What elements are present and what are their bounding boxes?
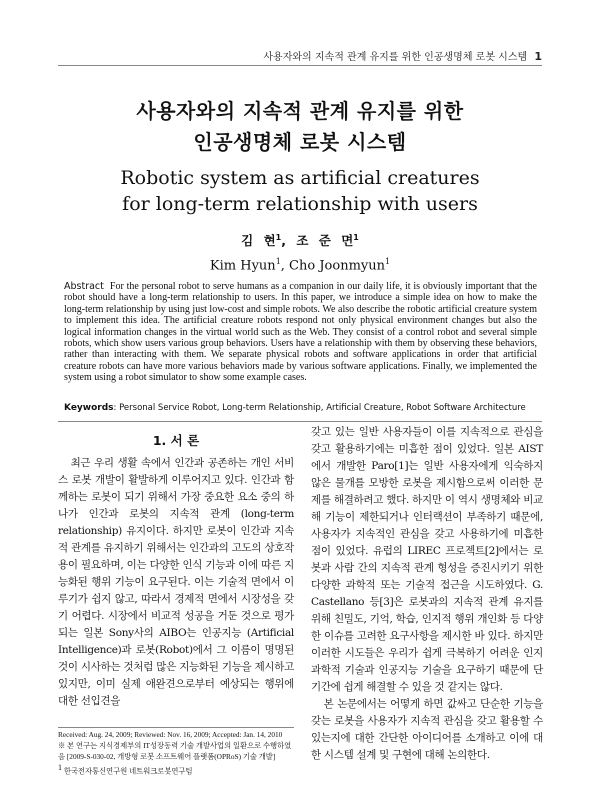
title-ko-line-1: 사용자와의 지속적 관계 유지를 위한 <box>136 99 464 123</box>
abstract-label: Abstract <box>64 281 104 292</box>
abstract <box>64 281 537 384</box>
received-dates: Received: Aug. 24, 2009; Reviewed: Nov. 16, 2009; Accepted: Jan. 14, 2010 <box>58 730 283 739</box>
body-paragraph: 갖고 있는 일반 사용자들이 이를 지속적으로 관심을 갖고 활용하기에는 미흡한 점이 있었다. 일본 AIST에서 개발한 Paro[1]는 일반 사용자에게 익숙하지 않은 물개를 모방한 로봇을 제시함으로써 이러한 문제를 해결하려고 했다. 하지만 이 역시 생명체와 비교해 기능이 제한되거나 인터랙션이 부족하기 때문에, 사용자가 지속적인 관심을 갖고 사용하기에 미흡한 점이 있었다. 유럽의 LIREC 프로젝트[2]에서는 로봇과 사람 간의 지속적 관계 형성을 증진시키기 위한 다양한 과학적 또는 기술적 접근을 시도하였다. G. Castellano 등[3]은 로봇과의 지속적 관계 유지를 위해 친밀도, 기억, 학습, 인지적 행위 개인화 등 다양한 이슈를 고려한 요구사항을 제시한 바 있다. 하지만 이러한 시도들은 우리가 쉽게 극복하기 어려운 인지과학적 기술과 인공지능 기술을 요구하기 때문에 단기간에 쉽게 해결할 수 있을 것 같지는 않다. <box>311 426 543 693</box>
page-number: 1 <box>534 50 542 63</box>
author-en-1-affil: 1 <box>275 257 281 266</box>
footnote-divider <box>58 727 294 728</box>
body-column-right <box>311 424 543 764</box>
footnotes <box>58 729 298 776</box>
author-en-1: Kim Hyun <box>209 258 276 274</box>
keywords-text: : Personal Service Robot, Long-term Relationship, Artificial Creature, Robot Software Architecture <box>113 403 526 413</box>
header-divider <box>58 65 542 66</box>
keywords <box>64 403 544 413</box>
title-en-line-1: Robotic system as artificial creatures <box>120 167 480 189</box>
author-ko-1: 김 현 <box>241 233 276 248</box>
abstract-text: For the personal robot to serve humans as a companion in our daily life, it is obviously important that the robot should have a long-term relationship to users. In this paper, we introduce a simple idea on how to make the long-term relationship by using just low-cost and simple robots. We also describe the robotic artificial creature system to implement this idea. The artificial creature robots respond not only physical environment changes but also the logical information changes in the virtual world such as the Web. They consist of a control robot and several simple robots, which show users various group behaviors. Users have a relationship with them by observing these behaviors, rather than interacting with them. We separate physical robots and software applications in order that artificial creature robots can have more various behaviors made by various software applications. Finally, we implemented the system using a robot simulator to show some example cases. <box>64 281 537 384</box>
author-ko-2-affil: 1 <box>353 232 359 242</box>
affiliation-sup: 1 <box>58 763 62 772</box>
authors-ko <box>0 231 600 249</box>
body-paragraph: 본 논문에서는 어떻게 하면 값싸고 단순한 기능을 갖는 로봇을 사용자가 지속적 관심을 갖고 활용할 수 있는지에 대한 간단한 아이디어를 소개하고 이에 대한 시스템 설계 및 구현에 대해 논의한다. <box>311 698 543 761</box>
keywords-divider <box>58 421 542 422</box>
author-en-2: Cho Joonmyun <box>289 258 385 274</box>
body-column-left <box>58 455 294 710</box>
author-ko-2: 조 준 면 <box>296 233 354 248</box>
running-header-title: 사용자와의 지속적 관계 유지를 위한 인공생명체 로봇 시스템 <box>263 52 528 63</box>
authors-en <box>0 257 600 273</box>
funding-note: ※ 본 연구는 지식경제부의 IT성장동력 기술 개발사업의 일환으로 수행하였음 [2009-S-030-02, 개방형 로봇 소프트웨어 플랫폼(OPRoS) 기술 개발] <box>58 741 292 761</box>
affiliation-note <box>58 762 298 776</box>
author-en-2-affil: 1 <box>384 257 391 266</box>
keywords-label: Keywords <box>64 403 114 413</box>
section-heading: 1. 서 론 <box>152 433 200 448</box>
author-ko-1-affil: 1 <box>275 232 282 242</box>
author-ko-separator: , <box>281 233 297 248</box>
body-paragraph: 최근 우리 생활 속에서 인간과 공존하는 개인 서비스 로봇 개발이 활발하게 이루어지고 있다. 인간과 함께하는 로봇이 되기 위해서 가장 중요한 요소 중의 하나가 인간과 로봇의 지속적 관계 (long-term relationship) 유지이다. 하지만 로봇이 인간과 지속적 관계를 유지하기 위해서는 인간과의 고도의 상호작용이 필요하며, 이는 다양한 인식 기능과 이에 따른 지능화된 행위 기능이 요구된다. 이는 기술적 면에서 이루기가 쉽지 않고, 따라서 경제적 면에서 시장성을 갖기 어렵다. 시장에서 비교적 성공을 거둔 것으로 평가되는 일본 Sony사의 AIBO는 인공지능 (Artificial Intelligence)과 로봇(Robot)에서 그 이름이 명명된 것이 시사하는 것처럼 많은 지능화된 기능을 제시하고 있지만, 이미 실제 애완견으로부터 예상되는 행위에 대한 선입견을 <box>58 457 294 707</box>
title-ko-line-2: 인공생명체 로봇 시스템 <box>193 130 407 154</box>
author-en-separator: , <box>280 258 290 274</box>
affiliation-text: 한국전자통신연구원 네트워크로봇연구팀 <box>63 766 193 776</box>
running-header <box>263 48 542 63</box>
title-en-line-2: for long-term relationship with users <box>122 193 478 215</box>
